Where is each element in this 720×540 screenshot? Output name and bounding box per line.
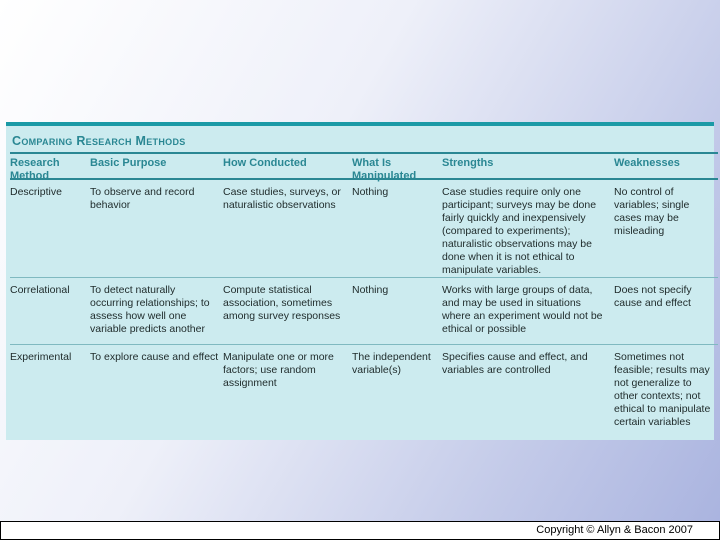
cell-conducted: Case studies, surveys, or naturalistic observations xyxy=(223,186,341,211)
cell-strengths: Case studies require only one participant; surveys may be done fairly quickly and inexpensively (compared to experiments); naturalistic observations may be done when it is not ethical to manipulate variables. xyxy=(442,186,597,276)
header-strengths: Strengths xyxy=(442,152,614,178)
header-method: Research Method xyxy=(10,152,90,178)
cell-strengths: Works with large groups of data, and may be used in situations where an experiment would not be ethical or possible xyxy=(442,284,603,335)
cell-strengths: Specifies cause and effect, and variables are controlled xyxy=(442,351,588,376)
header-weaknesses: Weaknesses xyxy=(614,152,718,178)
cell-method: Correlational xyxy=(10,284,70,296)
copyright-footer: Copyright © Allyn & Bacon 2007 xyxy=(0,521,720,540)
cell-manipulated: Nothing xyxy=(352,284,389,296)
cell-conducted: Compute statistical association, sometimes among survey responses xyxy=(223,284,341,322)
cell-method: Experimental xyxy=(10,351,72,363)
table-title: Comparing Research Methods xyxy=(12,134,186,148)
header-purpose: Basic Purpose xyxy=(90,152,223,178)
table-grid xyxy=(6,152,714,435)
header-manipulated: What Is Manipulated xyxy=(352,152,442,178)
cell-purpose: To detect naturally occurring relationships; to assess how well one variable predicts another xyxy=(90,284,210,335)
cell-purpose: To explore cause and effect xyxy=(90,351,219,363)
cell-manipulated: The independent variable(s) xyxy=(352,351,431,376)
header-conducted: How Conducted xyxy=(223,152,352,178)
cell-weaknesses: Does not specify cause and effect xyxy=(614,284,692,309)
cell-weaknesses: No control of variables; single cases may be misleading xyxy=(614,186,690,237)
cell-manipulated: Nothing xyxy=(352,186,389,198)
cell-method: Descriptive xyxy=(10,186,62,198)
research-methods-table xyxy=(6,122,714,440)
cell-weaknesses: Sometimes not feasible; results may not generalize to other contexts; not ethical to manipulate certain variables xyxy=(614,351,711,428)
cell-purpose: To observe and record behavior xyxy=(90,186,195,211)
cell-conducted: Manipulate one or more factors; use random assignment xyxy=(223,351,334,389)
